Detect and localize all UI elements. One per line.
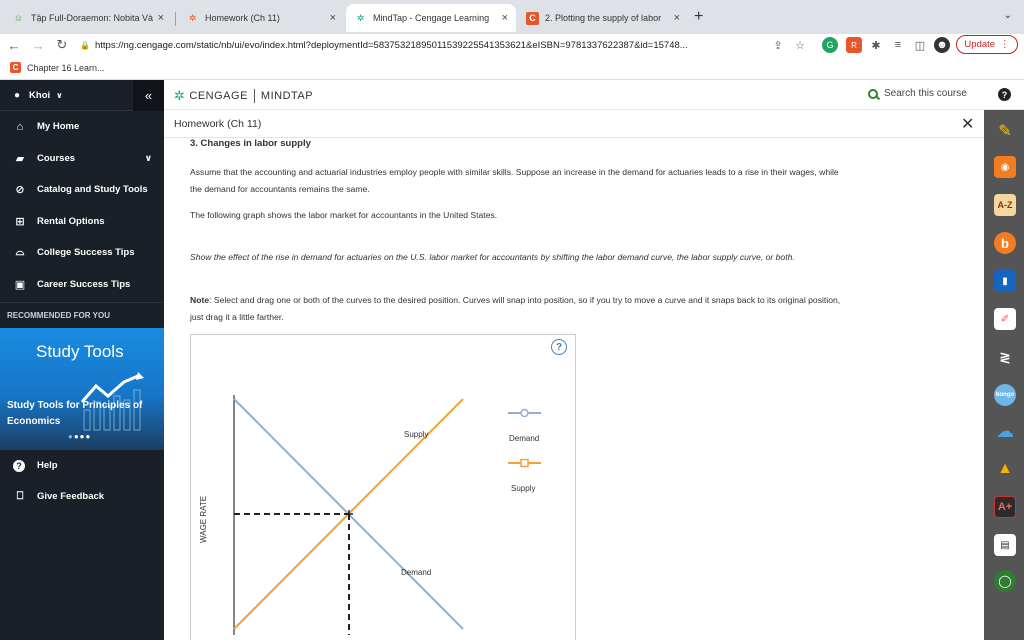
cengage-spark-icon: ✲ (188, 12, 197, 23)
sidebar-item-college-tips[interactable]: ⌓ College Success Tips (0, 237, 164, 269)
tab-search-chevron-icon[interactable]: ⌄ (1003, 10, 1012, 21)
sidebar-item-rental[interactable]: ⊞ Rental Options (0, 206, 164, 238)
bookmark-chapter-16[interactable]: Chapter 16 Learn... (27, 62, 105, 73)
question-instruction: Show the effect of the rise in demand for actuaries on the U.S. labor market for accountants by shifting the labor demand curve, the labor supply curve, or both. (190, 252, 795, 262)
legend-supply-handle[interactable] (521, 460, 528, 467)
browser-tab-doraemon[interactable]: ☺ Tập Full-Doraemon: Nobita Và × (13, 12, 164, 24)
graduation-cap-icon: ⌓ (15, 246, 25, 259)
user-icon: ● (14, 89, 21, 101)
sidebar-item-my-home[interactable]: ⌂ My Home (0, 111, 164, 143)
profile-avatar-icon[interactable]: ☻ (934, 37, 950, 53)
share-icon[interactable]: ⇪ (773, 39, 783, 52)
help-circle-icon: ? (13, 460, 25, 472)
close-activity-icon[interactable]: ✕ (961, 116, 975, 133)
cengage-mindtap-logo[interactable]: ✲ CENGAGE MINDTAP (174, 88, 314, 103)
a-z-dictionary-icon[interactable]: A-Z (994, 194, 1016, 216)
back-arrow-icon[interactable]: ← (7, 37, 21, 53)
browser-tab-homework[interactable]: ✲ Homework (Ch 11) × (178, 4, 344, 32)
browser-tab-plotting[interactable]: C 2. Plotting the supply of labor × (518, 4, 688, 32)
labor-market-graph (190, 334, 576, 640)
demand-curve-label: Demand (401, 568, 432, 577)
google-drive-icon[interactable]: ▲ (997, 460, 1013, 477)
cengage-c-icon: C (526, 12, 539, 25)
notebook-icon[interactable]: ▮ (994, 270, 1016, 292)
chevron-down-icon: ∨ (56, 90, 63, 100)
cengage-c-icon: C (10, 62, 21, 73)
legend-supply-label: Supply (511, 484, 536, 493)
logo-divider (254, 89, 255, 103)
mindtap-header (164, 80, 984, 110)
recommended-heading: RECOMMENDED FOR YOU (0, 302, 164, 328)
reading-list-icon[interactable]: ≡ (894, 39, 902, 51)
close-tab-icon[interactable]: × (501, 12, 508, 24)
highlighter-note-icon[interactable]: ✐ (994, 308, 1016, 330)
update-button[interactable]: Update ⋮ (956, 35, 1018, 54)
help-question-icon[interactable]: ? (998, 88, 1011, 101)
promo-title: Study Tools (36, 342, 124, 361)
browser-tab-bar (0, 0, 1024, 34)
bookmarks-bar (0, 56, 1024, 80)
forward-arrow-icon[interactable]: → (31, 37, 45, 53)
browser-tab-mindtap[interactable]: ✲ MindTap - Cengage Learning × (346, 4, 516, 32)
graph-help-icon[interactable]: ? (551, 339, 567, 355)
activity-title-bar (164, 110, 984, 138)
progress-ring-icon[interactable]: ◯ (994, 570, 1016, 592)
promo-subtitle: Study Tools for Principles of Economics (7, 400, 143, 427)
question-paragraph: The following graph shows the labor market for accountants in the United States. (190, 210, 498, 220)
grammarly-extension-icon[interactable]: G (822, 37, 838, 53)
bongo-icon[interactable]: bongo (994, 384, 1016, 406)
y-axis-label: WAGE RATE (199, 495, 208, 543)
address-bar[interactable] (80, 35, 816, 55)
aplus-grade-icon[interactable]: A+ (994, 496, 1016, 518)
give-feedback-link[interactable]: ⎕ Give Feedback (0, 481, 164, 512)
b-circle-icon[interactable]: b (994, 232, 1016, 254)
briefcase-icon: ▣ (14, 278, 26, 291)
graph-canvas (191, 335, 577, 640)
help-link[interactable]: ? Help (0, 450, 164, 481)
url-text: https://ng.cengage.com/static/nb/ui/evo/index.html?deploymentId=58375321895011539225541353621&eISBN=9781337622387&id=15748... (94, 39, 688, 51)
extension-badge-icon[interactable]: R (846, 37, 862, 53)
kebab-menu-icon: ⋮ (1000, 39, 1010, 50)
search-course-link[interactable]: Search this course (868, 88, 967, 99)
question-paragraph: Assume that the accounting and actuarial industries employ people with similar skills. Suppose an increase in the demand for actuaries leads to a rise in their wages, while the demand for accountants remains the same. (190, 167, 839, 194)
close-tab-icon[interactable]: × (329, 12, 336, 24)
pencil-icon[interactable]: ✎ (998, 123, 1012, 140)
sidebar-item-catalog[interactable]: ⊘ Catalog and Study Tools (0, 174, 164, 206)
green-smile-icon: ☺ (13, 13, 24, 23)
search-icon (868, 89, 878, 99)
cengage-spark-icon: ✲ (356, 12, 365, 23)
page-title: Homework (Ch 11) (174, 118, 262, 130)
onedrive-cloud-icon[interactable]: ☁ (996, 420, 1014, 441)
close-tab-icon[interactable]: × (157, 12, 164, 24)
sidebar-item-career-tips[interactable]: ▣ Career Success Tips (14, 278, 131, 291)
new-tab-button[interactable]: + (694, 8, 704, 25)
sidebar-item-courses[interactable]: ▰ Courses ∨ (0, 143, 164, 175)
lock-icon: 🔒 (80, 40, 90, 50)
question-content (164, 138, 984, 640)
collapse-sidebar-button[interactable]: « (133, 80, 164, 111)
reload-icon[interactable]: ↻ (56, 37, 68, 52)
book-icon: ▰ (15, 152, 25, 165)
feedback-icon: ⎕ (16, 490, 24, 502)
tab-separator (175, 12, 176, 26)
carousel-dots[interactable]: ●●●● (68, 432, 92, 441)
question-title: 3. Changes in labor supply (190, 138, 311, 149)
supply-curve-label: Supply (404, 430, 429, 439)
legend-demand-handle[interactable] (521, 410, 528, 417)
legend-demand-label: Demand (509, 434, 540, 443)
home-icon: ⌂ (16, 120, 24, 133)
question-note: Note: Select and drag one or both of the curves to the desired position. Curves will snap into position, so if you try to move a curve and it snaps back to its original position, just drag it a little farther. (190, 295, 841, 322)
cengage-spark-icon: ✲ (174, 88, 186, 103)
close-tab-icon[interactable]: × (673, 12, 680, 24)
puzzle-extensions-icon[interactable]: ✱ (871, 39, 881, 52)
bookmark-star-icon[interactable]: ☆ (795, 39, 805, 52)
read-aloud-icon[interactable]: ≷ (999, 348, 1011, 365)
app-dock-strip (984, 110, 1024, 640)
study-tools-promo[interactable] (0, 328, 164, 450)
app-sidebar (0, 80, 164, 640)
rental-book-icon: ⊞ (15, 215, 25, 228)
side-panel-icon[interactable]: ◫ (914, 39, 926, 52)
user-menu[interactable]: ● Khoi ∨ (0, 80, 164, 111)
browser-toolbar (0, 34, 1024, 56)
flashcards-icon[interactable]: ▤ (994, 534, 1016, 556)
compass-icon: ⊘ (15, 184, 25, 197)
rss-feed-icon[interactable]: ◉ (994, 156, 1016, 178)
chevron-down-icon: ∨ (144, 152, 152, 163)
